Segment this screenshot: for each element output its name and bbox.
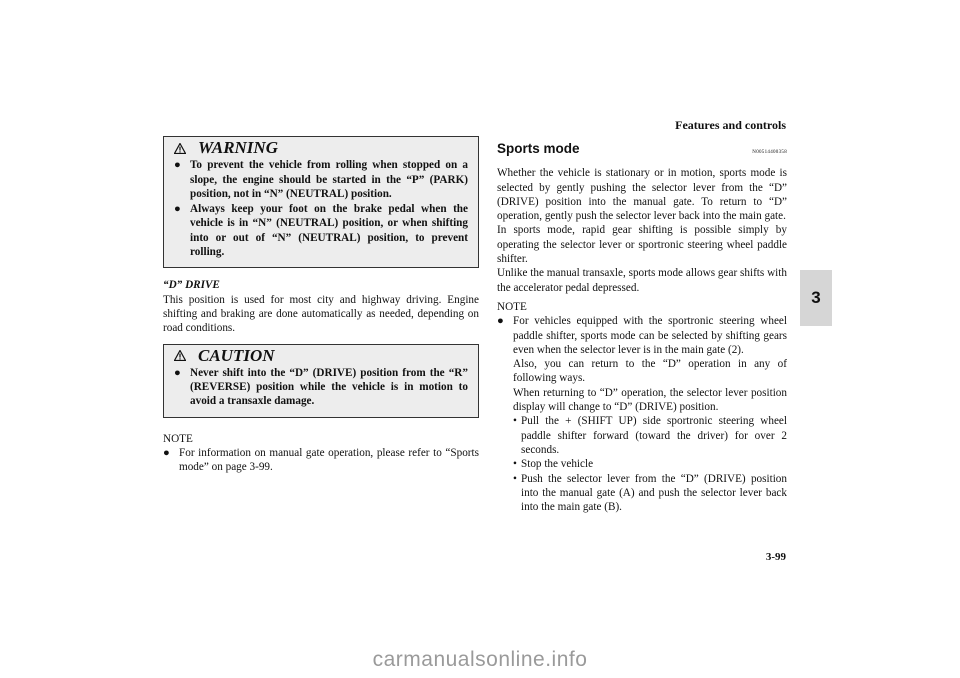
section-heading — [497, 142, 787, 160]
bullet-icon: ● — [174, 366, 181, 379]
paragraph: Whether the vehicle is stationary or in motion, sports mode is selected by gently pushing the selector lever from the “D” (DRIVE) position into the manual gate. To return to “D” operation, gently push the selector lever back into the main gate. — [497, 167, 787, 223]
drive-body: This position is used for most city and highway driving. Engine shifting and braking are done automatically as needed, depending on road conditions. — [163, 293, 479, 335]
warning-triangle-icon — [174, 143, 186, 154]
running-header: Features and controls — [675, 118, 786, 132]
note-label: NOTE — [163, 432, 193, 445]
right-column — [497, 136, 787, 514]
sub-list-item — [513, 472, 787, 515]
drive-heading: “D” DRIVE — [163, 279, 220, 292]
warning-text: To prevent the vehicle from rolling when stopped on a slope, the engine should be started in the “P” (PARK) position, not in “N” (NEUTRAL) position. — [190, 159, 468, 200]
sub-list-item — [513, 457, 787, 471]
caution-text: Never shift into the “D” (DRIVE) position from the “R” (REVERSE) position while the vehicle is in motion to avoid a transaxle damage. — [190, 366, 468, 408]
bullet-icon: ● — [497, 315, 504, 328]
note-label: NOTE — [497, 300, 527, 313]
page-number: 3-99 — [765, 551, 786, 563]
warning-text: Always keep your foot on the brake pedal when the vehicle is in “N” (NEUTRAL) position, or when shifting into or out of “N” (NEUTRAL) position, to prevent rolling. — [190, 203, 468, 259]
note-text: When returning to “D” operation, the selector lever position display will change to “D” (DRIVE) position. — [513, 386, 787, 414]
bullet-icon: ● — [174, 203, 181, 216]
note-text: Also, you can return to the “D” operation in any of following ways. — [513, 358, 787, 385]
warning-title: WARNING — [198, 138, 278, 157]
warning-header — [174, 137, 468, 157]
caution-header — [174, 345, 468, 365]
warning-item — [174, 202, 468, 259]
warning-triangle-icon — [174, 350, 186, 361]
note-text: For vehicles equipped with the sportronic steering wheel paddle shifter, sports mode can be selected by shifting gears even when the selector lever is in the main gate (2). — [513, 315, 787, 356]
chapter-tab: 3 — [800, 270, 832, 326]
note-text: For information on manual gate operation, please refer to “Sports mode” on page 3-99. — [179, 447, 479, 474]
bullet-icon: ● — [174, 159, 181, 172]
paragraph: In sports mode, rapid gear shifting is possible simply by operating the selector lever or sportronic steering wheel paddle shifter. — [497, 224, 787, 266]
small-bullet-icon: • — [513, 458, 517, 471]
sports-mode-title: Sports mode — [497, 141, 580, 156]
note-item — [163, 446, 479, 475]
small-bullet-icon: • — [513, 472, 517, 485]
warning-box — [163, 136, 479, 268]
caution-box — [163, 344, 479, 418]
sub-item-text: Push the selector lever from the “D” (DRIVE) position into the manual gate (A) and push the selector lever back into the main gate (B). — [521, 472, 787, 514]
sub-item-text: Pull the + (SHIFT UP) side sportronic steering wheel paddle shifter forward (toward the driver) for over 2 seconds. — [521, 415, 787, 456]
caution-item — [174, 366, 468, 409]
paragraph: Unlike the manual transaxle, sports mode allows gear shifts with the accelerator pedal depressed. — [497, 267, 787, 294]
small-bullet-icon: • — [513, 415, 517, 428]
warning-item — [174, 158, 468, 201]
watermark: carmanualsonline.info — [372, 648, 588, 671]
caution-title: CAUTION — [198, 345, 275, 365]
bullet-icon: ● — [163, 447, 170, 460]
sub-item-text: Stop the vehicle — [521, 458, 594, 471]
document-code: N00514400358 — [752, 150, 787, 155]
note-item — [497, 314, 787, 514]
sub-list-item — [513, 414, 787, 457]
note-body — [513, 314, 787, 514]
left-column — [163, 136, 479, 475]
